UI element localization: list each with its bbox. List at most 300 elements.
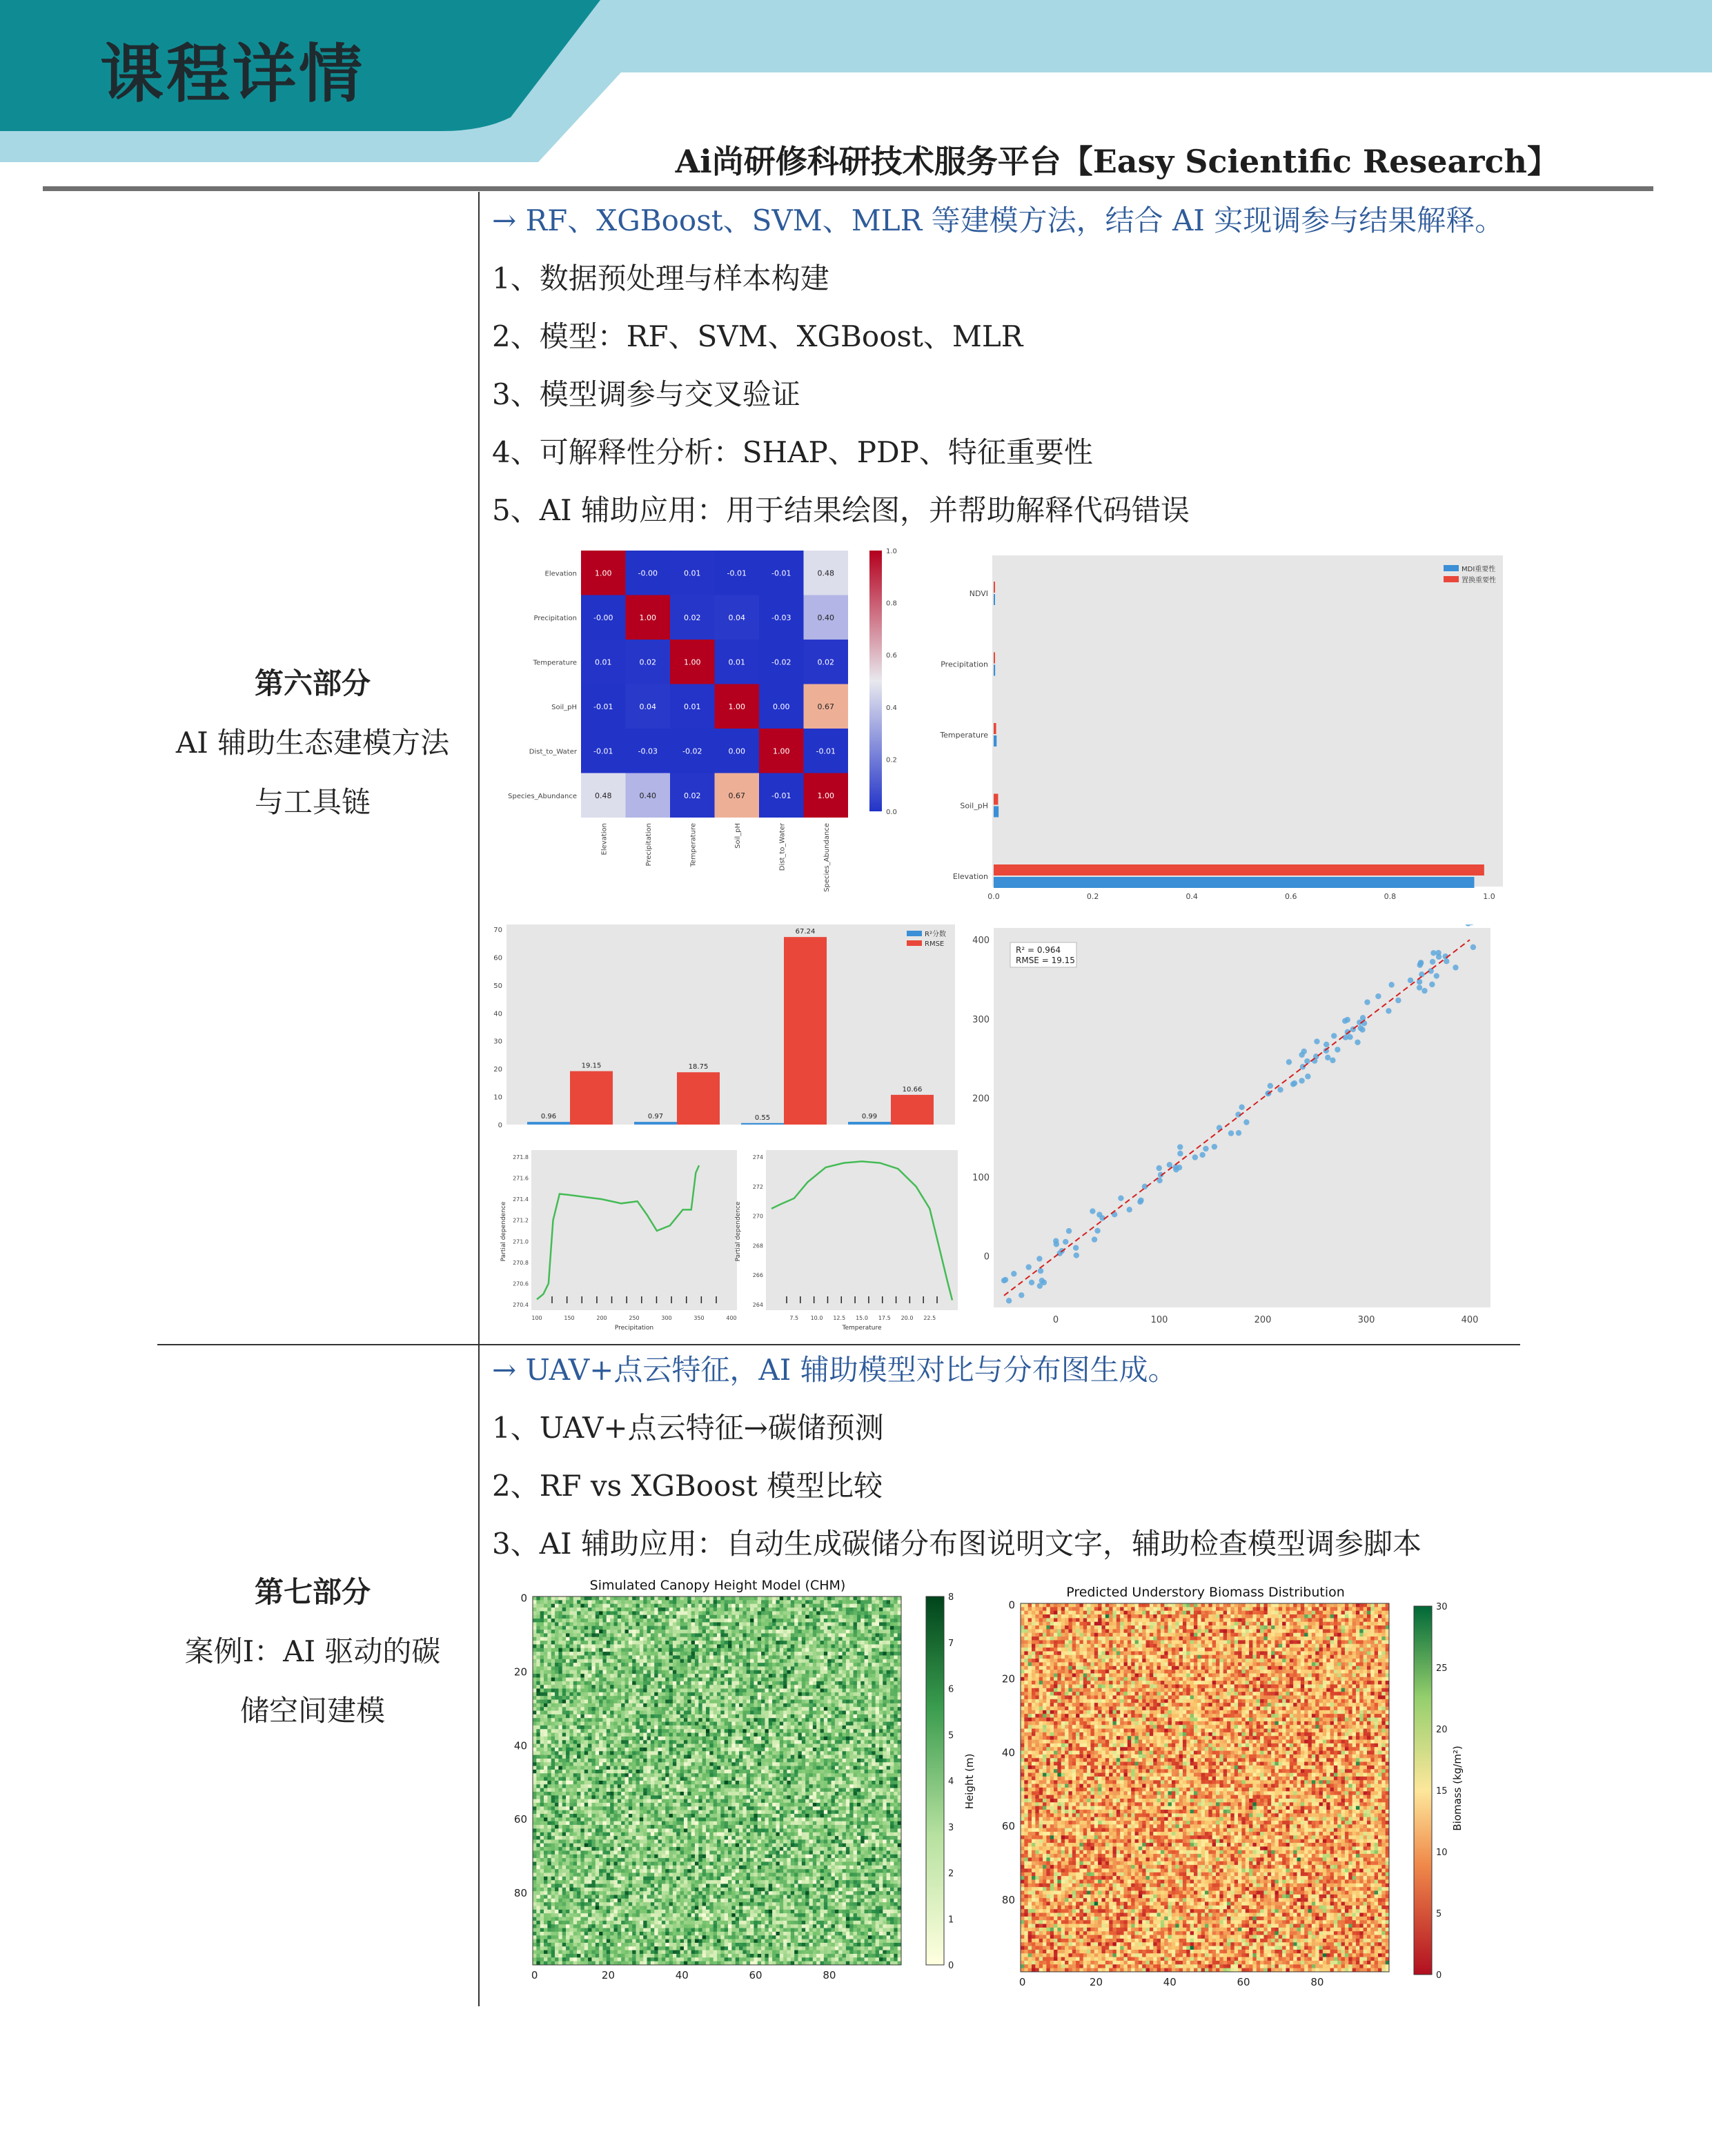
chm-cell [544, 1600, 548, 1604]
chm-cell [577, 1659, 581, 1663]
chm-cell [714, 1703, 718, 1708]
chm-cell [894, 1615, 898, 1619]
chm-cell [742, 1677, 747, 1681]
chm-cell [599, 1659, 603, 1663]
pdp1-xtick: 200 [596, 1315, 607, 1321]
chm-cell [890, 1725, 894, 1730]
chm-cell [555, 1630, 559, 1634]
chm-cell [640, 1630, 644, 1634]
chm-cell [843, 1725, 847, 1730]
chm-cell [551, 1615, 555, 1619]
chm-cell [621, 1740, 625, 1744]
chm-cell [714, 1689, 718, 1693]
chm-cell [805, 1608, 809, 1612]
chm-cell [758, 1722, 762, 1726]
chm-cell [540, 1766, 544, 1770]
chm-cell [613, 1663, 618, 1667]
chm-cell [879, 1711, 883, 1715]
chm-cell [820, 1633, 825, 1637]
chm-cell [742, 1674, 747, 1678]
chm-cell [691, 1725, 696, 1730]
chm-cell [805, 1714, 809, 1719]
chm-cell [838, 1659, 843, 1663]
chm-cell [747, 1648, 751, 1652]
chm-cell [665, 1626, 669, 1630]
chm-cell [654, 1718, 658, 1722]
chm-cell [596, 1766, 600, 1770]
chm-cell [636, 1740, 640, 1744]
chm-cell [687, 1655, 691, 1659]
chm-cell [772, 1648, 776, 1652]
chm-cell [625, 1648, 629, 1652]
chm-cell [613, 1611, 618, 1615]
chm-cell [584, 1644, 589, 1648]
chm-cell [787, 1722, 791, 1726]
chm-cell [558, 1689, 562, 1693]
chm-cell [643, 1748, 647, 1752]
chm-cell [854, 1619, 858, 1623]
chm-cell [658, 1663, 662, 1667]
chm-cell [607, 1748, 611, 1752]
chm-cell [562, 1696, 567, 1700]
chm-cell [838, 1608, 843, 1612]
chm-cell [676, 1766, 680, 1770]
chm-cell [596, 1718, 600, 1722]
chm-cell [698, 1652, 702, 1656]
chm-cell [691, 1637, 696, 1641]
chm-cell [629, 1655, 633, 1659]
chm-cell [566, 1740, 570, 1744]
chm-cell [588, 1751, 592, 1755]
chm-cell [783, 1674, 787, 1678]
chm-cell [540, 1725, 544, 1730]
chm-cell [580, 1714, 584, 1719]
chm-cell [780, 1707, 784, 1711]
section7-item-2: 2、RF vs XGBoost 模型比较 [492, 1463, 883, 1505]
chm-cell [765, 1740, 769, 1744]
chm-cell [742, 1696, 747, 1700]
chm-cell [860, 1608, 865, 1612]
chm-cell [883, 1725, 887, 1730]
chm-cell [849, 1637, 854, 1641]
chm-cell [709, 1655, 714, 1659]
chm-cell [613, 1655, 618, 1659]
chm-cell [820, 1659, 825, 1663]
chm-cell [621, 1666, 625, 1670]
chm-cell [695, 1740, 699, 1744]
chm-cell [632, 1744, 636, 1748]
chm-cell [838, 1630, 843, 1634]
chm-cell [610, 1748, 614, 1752]
chm-cell [551, 1711, 555, 1715]
chm-cell [714, 1681, 718, 1685]
chm-cell [632, 1666, 636, 1670]
chm-cell [558, 1619, 562, 1623]
chm-cell [827, 1703, 832, 1708]
chm-cell [536, 1677, 540, 1681]
chm-cell [794, 1685, 798, 1689]
chm-cell [857, 1725, 861, 1730]
chm-cell [621, 1751, 625, 1755]
chm-cell [728, 1655, 732, 1659]
scatter-point [1094, 1228, 1100, 1234]
chm-cell [544, 1707, 548, 1711]
chm-cell [846, 1714, 850, 1719]
chm-cell [665, 1685, 669, 1689]
chm-cell [794, 1655, 798, 1659]
chm-cell [894, 1655, 898, 1659]
chm-cell [739, 1611, 743, 1615]
chm-cell [544, 1737, 548, 1741]
chm-cell [569, 1755, 573, 1759]
chm-cell [647, 1622, 651, 1626]
chm-cell [802, 1622, 806, 1626]
scatter-point [1299, 1078, 1304, 1083]
chm-cell [691, 1759, 696, 1763]
chm-cell [758, 1596, 762, 1601]
chm-cell [794, 1744, 798, 1748]
chm-cell [569, 1700, 573, 1704]
chm-cell [780, 1689, 784, 1693]
chm-cell [794, 1674, 798, 1678]
chm-cell [813, 1622, 817, 1626]
chm-cell [602, 1674, 607, 1678]
chm-cell [824, 1759, 828, 1763]
chm-cell [887, 1663, 891, 1667]
chm-cell [698, 1759, 702, 1763]
chm-cell [706, 1600, 710, 1604]
chm-cell [754, 1725, 758, 1730]
chm-cell [725, 1737, 729, 1741]
chm-cell [791, 1696, 795, 1700]
chm-cell [835, 1596, 839, 1601]
chm-cell [602, 1604, 607, 1608]
chm-cell [599, 1703, 603, 1708]
chm-cell [665, 1604, 669, 1608]
chm-cell [887, 1733, 891, 1737]
chm-cell [636, 1600, 640, 1604]
corr-cell-label: 0.02 [818, 657, 835, 666]
chm-cell [698, 1714, 702, 1719]
chm-cell [629, 1666, 633, 1670]
chm-cell [625, 1600, 629, 1604]
chm-cell [791, 1655, 795, 1659]
chm-cell [544, 1615, 548, 1619]
chm-cell [632, 1714, 636, 1719]
chm-cell [813, 1641, 817, 1645]
chm-cell [665, 1615, 669, 1619]
chm-cell [860, 1622, 865, 1626]
chm-cell [698, 1722, 702, 1726]
chm-cell [761, 1700, 765, 1704]
chm-cell [562, 1703, 567, 1708]
chm-cell [761, 1655, 765, 1659]
chm-cell [854, 1696, 858, 1700]
chm-cell [658, 1718, 662, 1722]
chm-cell [596, 1714, 600, 1719]
page-title: 课程详情 [100, 23, 365, 115]
chm-cell [706, 1674, 710, 1678]
chm-cell [780, 1725, 784, 1730]
chm-cell [872, 1608, 876, 1612]
chm-cell [761, 1622, 765, 1626]
chm-cell [533, 1674, 537, 1678]
chm-cell [625, 1729, 629, 1733]
chm-cell [809, 1751, 814, 1755]
chm-cell [783, 1696, 787, 1700]
chm-cell [772, 1733, 776, 1737]
chm-cell [769, 1748, 773, 1752]
chm-cell [772, 1703, 776, 1708]
chm-cell [860, 1737, 865, 1741]
chm-cell [640, 1711, 644, 1715]
chm-cell [599, 1641, 603, 1645]
chm-cell [669, 1733, 673, 1737]
chm-cell [879, 1670, 883, 1674]
pdp1-ytick: 271.6 [513, 1176, 529, 1182]
chm-cell [739, 1733, 743, 1737]
chm-cell [736, 1762, 740, 1766]
chm-cell [591, 1766, 596, 1770]
section7-intro: → UAV+点云特征，AI 辅助模型对比与分布图生成。 [492, 1347, 1177, 1389]
chm-cell [776, 1677, 780, 1681]
chm-cell [802, 1755, 806, 1759]
chm-cell [776, 1714, 780, 1719]
chm-cell [632, 1626, 636, 1630]
chm-cell [536, 1722, 540, 1726]
chm-cell [868, 1748, 872, 1752]
chm-cell [798, 1722, 802, 1726]
chm-cell [706, 1692, 710, 1697]
chm-cell [647, 1703, 651, 1708]
chm-cell [780, 1685, 784, 1689]
chm-cell [573, 1748, 578, 1752]
chm-cell [540, 1707, 544, 1711]
chm-cell [809, 1729, 814, 1733]
chm-cell [832, 1711, 836, 1715]
chm-cell [540, 1666, 544, 1670]
chm-cell [894, 1692, 898, 1697]
chm-cell [816, 1674, 820, 1678]
chm-cell [769, 1759, 773, 1763]
chm-cell [566, 1652, 570, 1656]
chm-cell [658, 1703, 662, 1708]
chm-cell [809, 1737, 814, 1741]
chm-cell [832, 1707, 836, 1711]
chm-cell [731, 1626, 736, 1630]
chm-cell [816, 1725, 820, 1730]
chm-cell [684, 1600, 688, 1604]
chm-cell [596, 1659, 600, 1663]
chm-cell [591, 1622, 596, 1626]
chm-cell [754, 1596, 758, 1601]
chm-cell [887, 1711, 891, 1715]
chm-cell [573, 1615, 578, 1619]
chm-cell [761, 1644, 765, 1648]
chm-cell [765, 1641, 769, 1645]
chm-cell [613, 1689, 618, 1693]
chm-cell [813, 1652, 817, 1656]
chm-cell [742, 1762, 747, 1766]
chm-cell [868, 1630, 872, 1634]
chm-cell [879, 1615, 883, 1619]
chm-cell [706, 1718, 710, 1722]
chm-cell [636, 1733, 640, 1737]
chm-cell [860, 1604, 865, 1608]
chm-cell [621, 1766, 625, 1770]
chm-cell [765, 1714, 769, 1719]
chm-cell [691, 1659, 696, 1663]
chm-cell [832, 1677, 836, 1681]
chm-cell [816, 1633, 820, 1637]
chm-cell [876, 1729, 880, 1733]
chm-cell [865, 1674, 869, 1678]
chm-cell [813, 1748, 817, 1752]
chm-cell [813, 1692, 817, 1697]
chm-cell [860, 1611, 865, 1615]
chm-cell [798, 1622, 802, 1626]
chm-cell [747, 1608, 751, 1612]
chm-cell [551, 1637, 555, 1641]
chm-cell [854, 1608, 858, 1612]
chm-cell [607, 1681, 611, 1685]
chm-cell [621, 1711, 625, 1715]
chm-cell [720, 1733, 725, 1737]
chm-cell [577, 1622, 581, 1626]
chm-cell [827, 1685, 832, 1689]
chm-cell [750, 1641, 754, 1645]
chm-cell [629, 1659, 633, 1663]
chm-cell [816, 1707, 820, 1711]
chm-cell [632, 1740, 636, 1744]
chm-cell [783, 1685, 787, 1689]
chm-cell [758, 1685, 762, 1689]
chm-cell [728, 1619, 732, 1623]
pdp2-xtick: 15.0 [856, 1315, 868, 1321]
chm-cell [580, 1659, 584, 1663]
chm-cell [706, 1714, 710, 1719]
chm-cell [787, 1659, 791, 1663]
chm-cell [868, 1604, 872, 1608]
chm-cell [820, 1663, 825, 1667]
chm-cell [632, 1755, 636, 1759]
chm-cell [613, 1604, 618, 1608]
chm-cell [747, 1666, 751, 1670]
chm-cell [809, 1696, 814, 1700]
chm-cell [765, 1692, 769, 1697]
chm-cell [599, 1692, 603, 1697]
chm-cell [658, 1744, 662, 1748]
chm-cell [827, 1729, 832, 1733]
chm-cell [547, 1744, 551, 1748]
chm-cell [765, 1681, 769, 1685]
chm-cell [794, 1641, 798, 1645]
chm-cell [731, 1714, 736, 1719]
chm-cell [602, 1600, 607, 1604]
chm-cell [691, 1644, 696, 1648]
section7-label-line3: 储空间建模 [161, 1681, 464, 1741]
chm-cell [857, 1748, 861, 1752]
chm-cell [769, 1718, 773, 1722]
chm-cell [849, 1619, 854, 1623]
chm-cell [632, 1663, 636, 1667]
chm-cell [765, 1619, 769, 1623]
chm-cell [736, 1700, 740, 1704]
chm-cell [702, 1689, 707, 1693]
chm-cell [698, 1744, 702, 1748]
chm-cell [824, 1622, 828, 1626]
chm-cell [599, 1637, 603, 1641]
chm-cell [577, 1615, 581, 1619]
chm-cell [533, 1626, 537, 1630]
chm-cell [835, 1674, 839, 1678]
chm-cell [860, 1707, 865, 1711]
chm-cell [647, 1611, 651, 1615]
chm-cell [562, 1729, 567, 1733]
chm-cell [798, 1751, 802, 1755]
chm-cell [860, 1655, 865, 1659]
chm-cell [739, 1722, 743, 1726]
chm-cell [813, 1670, 817, 1674]
chm-cell [607, 1608, 611, 1612]
chm-cell [872, 1762, 876, 1766]
chm-cell [558, 1759, 562, 1763]
chm-cell [728, 1600, 732, 1604]
chm-cell [544, 1725, 548, 1730]
chm-cell [669, 1725, 673, 1730]
chm-cell [662, 1722, 666, 1726]
chm-cell [676, 1608, 680, 1612]
chm-cell [625, 1696, 629, 1700]
chm-cell [673, 1740, 677, 1744]
chm-cell [684, 1615, 688, 1619]
chm-cell [647, 1596, 651, 1601]
chm-cell [687, 1659, 691, 1663]
chm-cell [533, 1641, 537, 1645]
chm-cell [820, 1714, 825, 1719]
chm-cell [857, 1700, 861, 1704]
chm-cell [684, 1641, 688, 1645]
chm-cell [580, 1674, 584, 1678]
chm-cell [736, 1633, 740, 1637]
chm-cell [654, 1600, 658, 1604]
chm-cell [676, 1670, 680, 1674]
chm-cell [651, 1666, 655, 1670]
chm-cell [709, 1630, 714, 1634]
chm-cell [698, 1600, 702, 1604]
chm-cell [731, 1611, 736, 1615]
chm-cell [643, 1674, 647, 1678]
bar-legend-2: RMSE [925, 940, 944, 948]
scatter-point [1325, 1055, 1330, 1060]
chm-cell [680, 1637, 685, 1641]
chm-cell [625, 1666, 629, 1670]
chm-cell [890, 1596, 894, 1601]
chm-cell [887, 1615, 891, 1619]
chm-cell [580, 1748, 584, 1752]
chm-cell [827, 1677, 832, 1681]
chm-cell [890, 1663, 894, 1667]
chm-cell [658, 1685, 662, 1689]
chm-cell [566, 1596, 570, 1601]
chm-cell [776, 1685, 780, 1689]
chm-cell [894, 1641, 898, 1645]
chm-cell [573, 1740, 578, 1744]
chm-cell [562, 1626, 567, 1630]
chm-cell [791, 1737, 795, 1741]
chm-cell [731, 1622, 736, 1626]
chm-cell [783, 1633, 787, 1637]
